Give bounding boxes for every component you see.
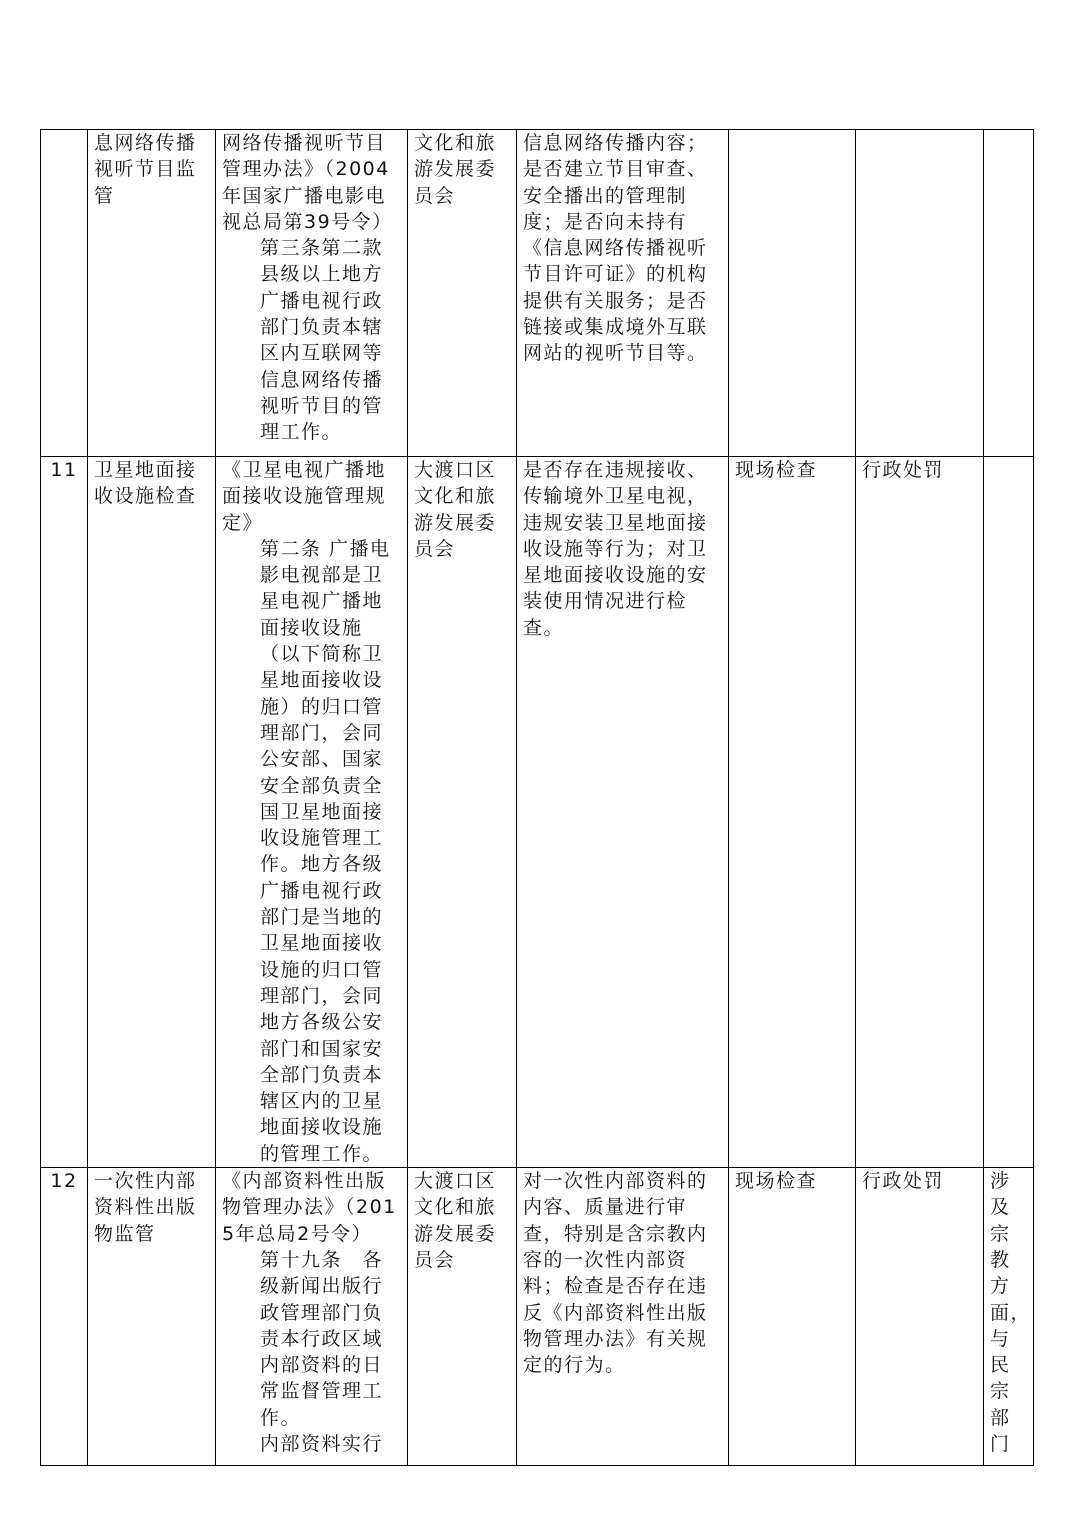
handling-action — [856, 130, 984, 457]
inspection-table — [40, 129, 1034, 1466]
department: 大渡口区文化和旅游发展委员会 — [408, 457, 517, 1168]
inspection-method — [729, 130, 856, 457]
legal-basis — [216, 1168, 408, 1466]
row-number: 11 — [41, 457, 88, 1168]
table-row — [41, 1168, 1034, 1466]
inspection-method: 现场检查 — [729, 457, 856, 1168]
table-row — [41, 457, 1034, 1168]
handling-action: 行政处罚 — [856, 457, 984, 1168]
remark — [984, 130, 1034, 457]
basis-paragraph: 第十九条 各级新闻出版行政管理部门负责本行政区域内部资料的日常监督管理工作。 — [260, 1248, 384, 1429]
inspection-content: 对一次性内部资料的内容、质量进行审查，特别是含宗教内容的一次性内部资料；检查是否存在违反《内部资料性出版物管理办法》有关规定的行为。 — [517, 1168, 729, 1466]
item-name: 一次性内部资料性出版物监管 — [88, 1168, 216, 1466]
legal-basis — [216, 457, 408, 1168]
item-name: 息网络传播视听节目监管 — [88, 130, 216, 457]
remark — [984, 457, 1034, 1168]
handling-action: 行政处罚 — [856, 1168, 984, 1466]
basis-paragraph: 《内部资料性出版物管理办法》（2015年总局2号令） — [222, 1170, 397, 1245]
basis-paragraph: 第三条第二款县级以上地方广播电视行政部门负责本辖区内互联网等信息网络传播视听节目的管理工作。 — [260, 237, 384, 444]
table-row — [41, 130, 1034, 457]
row-number: 12 — [41, 1168, 88, 1466]
inspection-content: 信息网络传播内容；是否建立节目审查、安全播出的管理制度；是否向未持有《信息网络传播视听节目许可证》的机构提供有关服务；是否链接或集成境外互联网站的视听节目等。 — [517, 130, 729, 457]
inspection-method: 现场检查 — [729, 1168, 856, 1466]
department: 文化和旅游发展委员会 — [408, 130, 517, 457]
basis-paragraph: 网络传播视听节目管理办法》（2004年国家广播电影电视总局第39号令） — [222, 132, 393, 233]
row-number — [41, 130, 88, 457]
inspection-content: 是否存在违规接收、传输境外卫星电视，违规安装卫星地面接收设施等行为；对卫星地面接收设施的安装使用情况进行检查。 — [517, 457, 729, 1168]
remark: 涉及宗教方面，与民宗部门 — [984, 1168, 1034, 1466]
item-name: 卫星地面接收设施检查 — [88, 457, 216, 1168]
basis-paragraph: 内部资料实行 — [260, 1432, 384, 1455]
basis-paragraph: 《卫星电视广播地面接收设施管理规定》 — [222, 459, 387, 534]
basis-paragraph: 第二条 广播电影电视部是卫星电视广播地面接收设施（以下简称卫星地面接收设施）的归口管理部门，会同公安部、国家安全部负责全国卫星地面接收设施管理工作。地方各级广播电视行政部门是当地的卫星地面接收设施的归口管理部门，会同地方各级公安部门和国家安全部门负责本辖区内的卫星地面接收设施的管理工作。 — [260, 537, 391, 1165]
legal-basis — [216, 130, 408, 457]
department: 大渡口区文化和旅游发展委员会 — [408, 1168, 517, 1466]
